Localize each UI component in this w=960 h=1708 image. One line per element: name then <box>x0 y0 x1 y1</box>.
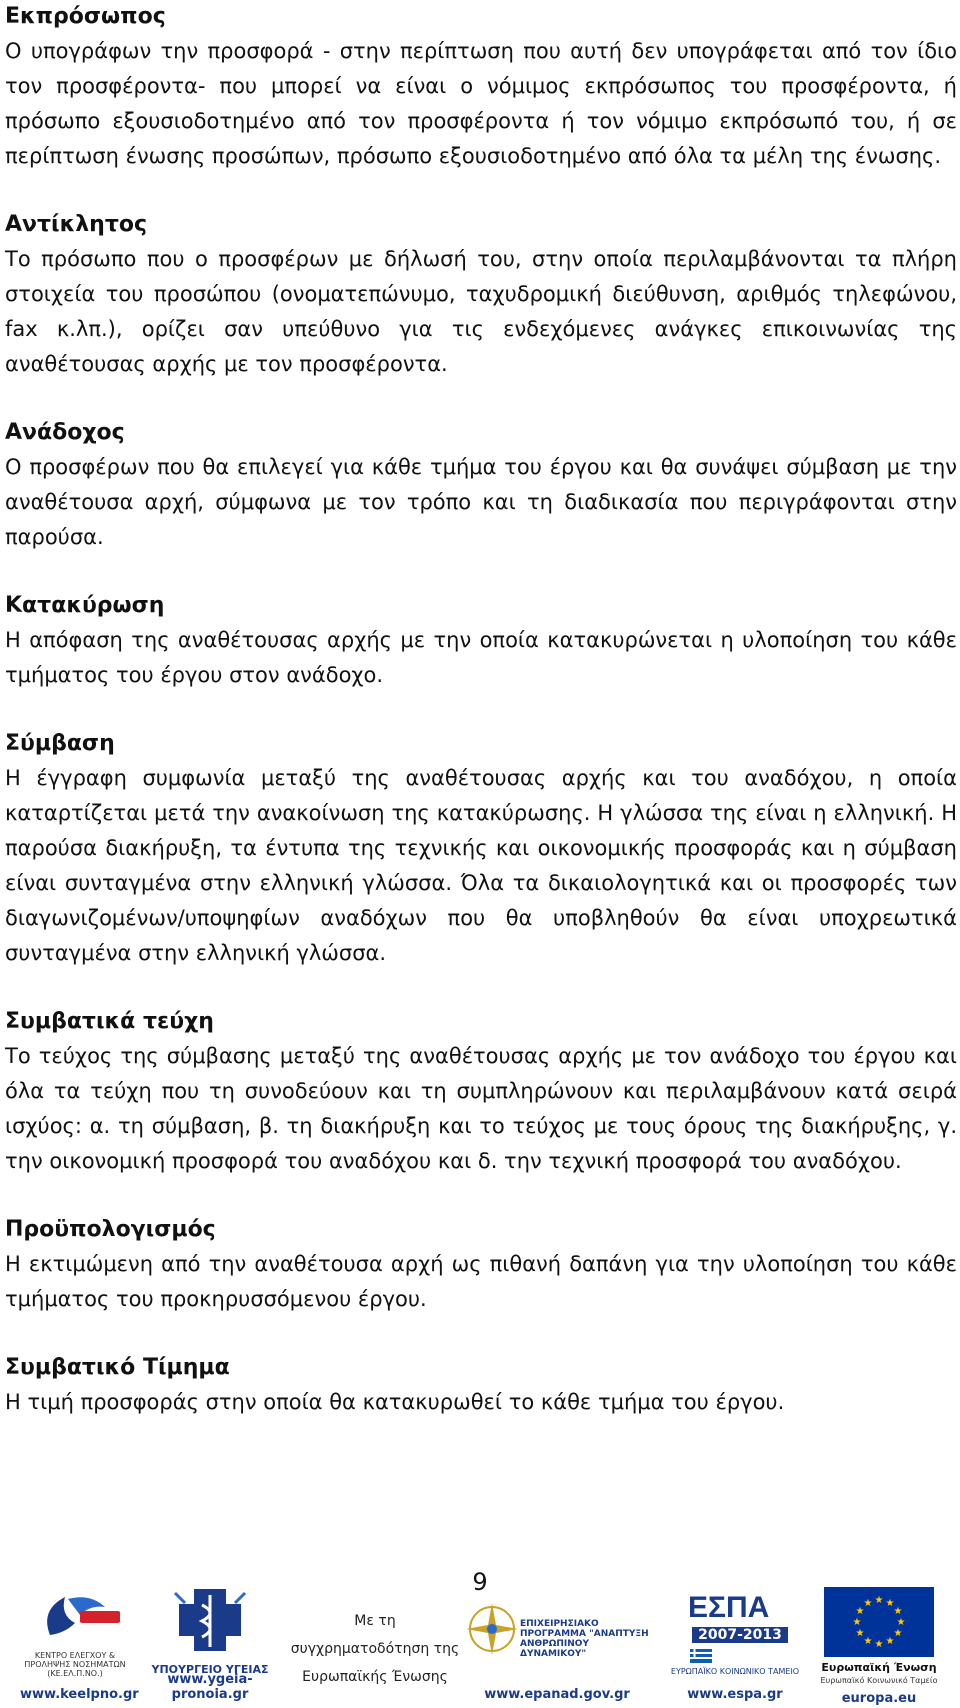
section-heading: Προϋπολογισμός <box>5 1217 216 1242</box>
document-body <box>5 0 957 1454</box>
cofinance-note <box>290 1585 460 1708</box>
section-proypologismos <box>5 1213 957 1317</box>
section-text: Ο υπογράφων την προσφορά - στην περίπτωση που αυτή δεν υπογράφεται από τον ίδιο τον προσφέροντα- που μπορεί να είναι ο νόμιμος εκπρόσωπος του προσφέροντα, ή πρόσωπο εξουσιοδοτημένο από τον προσφέροντα ή τον νόμιμο εκπρόσωπό του, ή σε περίπτωση ένωσης προσώπων, πρόσωπο εξουσιοδοτημένο από όλα τα μέλη της ένωσης. <box>5 39 957 168</box>
cofinance-line-2: συγχρηματοδότηση της <box>290 1641 460 1657</box>
section-text: Το πρόσωπο που ο προσφέρων με δήλωσή του, στην οποία περιλαμβάνονται τα πλήρη στοιχεία του προσώπου (ονοματεπώνυμο, ταχυδρομική διεύθυνση, αριθμός τηλεφώνου, fax κ.λπ.), ορίζει σαν υπεύθυνο για τις ενδεχόμενες ανάγκες επικοινωνίας της αναθέτουσας αρχής με τον προσφέροντα. <box>5 247 957 376</box>
section-text: Το τεύχος της σύμβασης μεταξύ της αναθέτουσας αρχής με τον ανάδοχο του έργου και όλα τα τεύχη που τη συνοδεύουν και τη συμπληρώνουν και περιλαμβάνουν κατά σειρά ισχύος: α. τη σύμβαση, β. τη διακήρυξη και το τεύχος με τους όρους της διακήρυξης, γ. την οικονομική προσφορά του αναδόχου και δ. την τεχνική προσφορά του αναδόχου. <box>5 1044 957 1173</box>
cofinance-line-3: Ευρωπαϊκής Ένωσης <box>302 1669 448 1685</box>
section-symvasi <box>5 727 957 971</box>
section-symvatika-teuchi <box>5 1005 957 1179</box>
eu-logo <box>818 1585 940 1708</box>
espa-logo <box>670 1585 800 1708</box>
epanad-caption: ΕΠΙΧΕΙΡΗΣΙΑΚΟ ΠΡΟΓΡΑΜΜΑ "ΑΝΑΠΤΥΞΗ ΑΝΘΡΩΠΙΝΟΥ ΔΥΝΑΜΙΚΟΥ" <box>520 1619 649 1659</box>
cofinance-line-1: Με τη <box>354 1613 396 1629</box>
svg-text:★: ★ <box>893 1606 903 1617</box>
svg-text:★: ★ <box>896 1617 906 1628</box>
section-text: Η τιμή προσφοράς στην οποία θα κατακυρωθεί το κάθε τμήμα του έργου. <box>5 1390 785 1414</box>
health-cross-icon <box>150 1585 270 1655</box>
section-heading: Συμβατικά τεύχη <box>5 1009 214 1034</box>
section-heading: Σύμβαση <box>5 731 115 756</box>
svg-text:★: ★ <box>874 1639 884 1650</box>
svg-text:★: ★ <box>874 1595 884 1606</box>
ministry-caption: ΥΠΟΥΡΓΕΙΟ ΥΓΕΙΑΣ <box>151 1663 269 1676</box>
greek-flag-icon <box>690 1649 712 1663</box>
keelpno-logo <box>20 1585 139 1708</box>
keelpno-url: www.keelpno.gr <box>20 1687 139 1702</box>
epanad-logo <box>462 1585 652 1708</box>
keelpno-caption: ΚΕΝΤΡΟ ΕΛΕΓΧΟΥ & ΠΡΟΛΗΨΗΣ ΝΟΣΗΜΑΤΩΝ (ΚΕ.ΕΛ.Π.ΝΟ.) <box>24 1651 126 1678</box>
footer-logos <box>0 1585 960 1708</box>
ministry-url: www.ygeia-pronoia.gr <box>167 1672 253 1702</box>
section-heading: Κατακύρωση <box>5 593 165 618</box>
epanad-url: www.epanad.gov.gr <box>484 1687 630 1702</box>
section-heading: Συμβατικό Τίμημα <box>5 1355 230 1380</box>
svg-text:★: ★ <box>855 1628 865 1639</box>
compass-star-icon <box>462 1599 522 1659</box>
espa-url: www.espa.gr <box>687 1687 783 1702</box>
section-text: Ο προσφέρων που θα επιλεγεί για κάθε τμήμα του έργου και θα συνάψει σύμβαση με την αναθέτουσα αρχή, σύμφωνα με τον τρόπο και τη διαδικασία που περιγράφονται στην παρούσα. <box>5 455 957 549</box>
keelpno-emblem-icon <box>20 1585 130 1645</box>
section-text: Η έγγραφη συμφωνία μεταξύ της αναθέτουσας αρχής και του αναδόχου, η οποία καταρτίζεται μετά την ανακοίνωση της κατακύρωσης. Η γλώσσα της είναι η ελληνική. Η παρούσα διακήρυξη, τα έντυπα της τεχνικής και οικονομικής προσφοράς και η σύμβαση είναι συνταγμένα στην ελληνική γλώσσα. Όλα τα δικαιολογητικά και οι προσφορές των διαγωνιζομένων/υποψηφίων αναδόχων που θα υποβληθούν θα είναι υποχρεωτικά συνταγμένα στην ελληνική γλώσσα. <box>5 766 957 965</box>
section-ekprosopos <box>5 0 957 174</box>
svg-text:★: ★ <box>885 1598 895 1609</box>
espa-caption: ΕΥΡΩΠΑΪΚΟ ΚΟΙΝΩΝΙΚΟ ΤΑΜΕΙΟ <box>670 1667 800 1676</box>
section-heading: Αντίκλητος <box>5 212 148 237</box>
section-text: Η εκτιμώμενη από την αναθέτουσα αρχή ως πιθανή δαπάνη για την υλοποίηση του κάθε τμήματος του προκηρυσσόμενου έργου. <box>5 1252 957 1311</box>
espa-years: 2007-2013 <box>692 1627 788 1643</box>
eu-url: europa.eu <box>841 1691 917 1706</box>
svg-text:★: ★ <box>885 1636 895 1647</box>
svg-text:★: ★ <box>893 1628 903 1639</box>
svg-text:★: ★ <box>852 1617 862 1628</box>
eu-caption: Ευρωπαϊκή Ένωση <box>821 1661 937 1674</box>
svg-text:★: ★ <box>863 1598 873 1609</box>
page-number: 9 <box>472 1568 488 1596</box>
section-heading: Εκπρόσωπος <box>5 4 166 29</box>
section-antiklitos <box>5 208 957 382</box>
svg-text:★: ★ <box>863 1636 873 1647</box>
eu-flag-icon <box>824 1587 934 1657</box>
section-katakyrosi <box>5 589 957 693</box>
eu-subcaption: Ευρωπαϊκό Κοινωνικό Ταμείο <box>820 1676 938 1685</box>
section-anadochos <box>5 416 957 555</box>
section-symvatiko-timima <box>5 1351 957 1420</box>
svg-text:★: ★ <box>855 1606 865 1617</box>
section-text: Η απόφαση της αναθέτουσας αρχής με την οποία κατακυρώνεται η υλοποίηση του κάθε τμήματος του έργου στον ανάδοχο. <box>5 628 957 687</box>
ministry-logo <box>150 1585 270 1708</box>
espa-title: ΕΣΠΑ <box>688 1591 770 1624</box>
section-heading: Ανάδοχος <box>5 420 125 445</box>
